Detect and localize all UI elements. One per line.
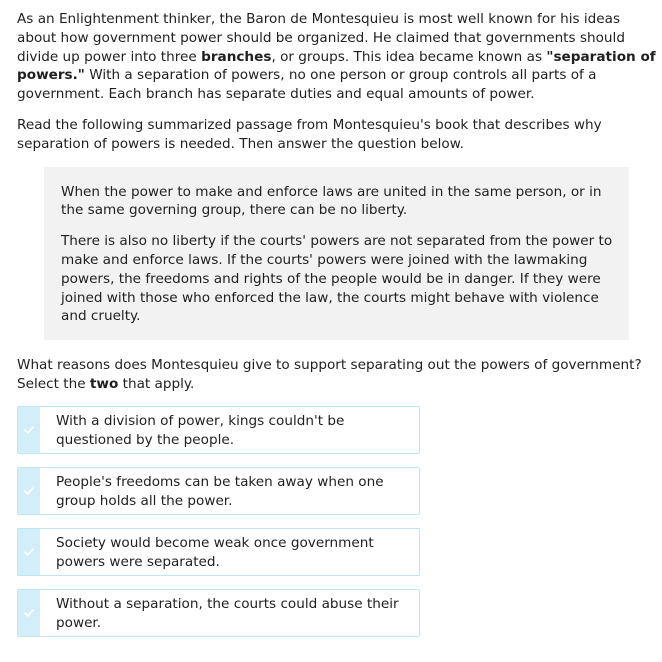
passage-paragraph-2: There is also no liberty if the courts' powers are not separated from the power to make and enforce laws. If the courts' powers were joined with the lawmaking powers, the freedoms and rights of the people would be in danger. If they were joined with those who enforced the law, the courts might behave with violence and cruelty. xyxy=(61,233,613,325)
question-prompt xyxy=(17,356,657,394)
answer-option-1[interactable] xyxy=(17,406,420,454)
answer-option-3[interactable] xyxy=(17,528,420,576)
option-label[interactable]: With a division of power, kings couldn't be questioned by the people. xyxy=(56,412,345,448)
answer-options xyxy=(17,406,657,637)
option-check-bar[interactable] xyxy=(18,407,40,453)
intro-separation-term: "separation of powers." xyxy=(17,48,656,84)
option-check-bar[interactable] xyxy=(18,529,40,575)
checkmark-icon xyxy=(24,426,34,434)
option-label[interactable]: Without a separation, the courts could abuse their power. xyxy=(56,595,399,631)
passage-paragraph-1: When the power to make and enforce laws are united in the same person, or in the same governing group, there can be no liberty. xyxy=(61,183,602,219)
question-page xyxy=(17,10,657,650)
instructions-paragraph: Read the following summarized passage from Montesquieu's book that describes why separation of powers is needed. Then answer the question below. xyxy=(17,116,602,152)
intro-branches-term: branches xyxy=(201,48,272,65)
intro-paragraph xyxy=(17,10,657,104)
option-label[interactable]: Society would become weak once government powers were separated. xyxy=(56,534,374,570)
intro-text-3: With a separation of powers, no one person or group controls all parts of a government. Each branch has separate duties and equal amounts of power. xyxy=(17,67,597,103)
question-emphasis: two xyxy=(89,375,119,392)
intro-text-1: As an Enlightenment thinker, the Baron de Montesquieu is most well known for his ideas about how government power should be organized. He claimed that governments should divide up power into three xyxy=(17,11,625,65)
checkmark-icon xyxy=(24,548,34,556)
checkmark-icon xyxy=(24,487,34,495)
question-text-2: that apply. xyxy=(118,375,195,392)
passage-box xyxy=(44,167,629,341)
option-label[interactable]: People's freedoms can be taken away when one group holds all the power. xyxy=(56,473,384,509)
option-check-bar[interactable] xyxy=(18,468,40,514)
answer-option-2[interactable] xyxy=(17,467,420,515)
intro-text-2: , or groups. This idea became known as xyxy=(271,48,547,65)
option-check-bar[interactable] xyxy=(18,590,40,636)
checkmark-icon xyxy=(24,609,34,617)
answer-option-4[interactable] xyxy=(17,589,420,637)
question-text-1: What reasons does Montesquieu give to support separating out the powers of government? Select the xyxy=(17,357,642,392)
